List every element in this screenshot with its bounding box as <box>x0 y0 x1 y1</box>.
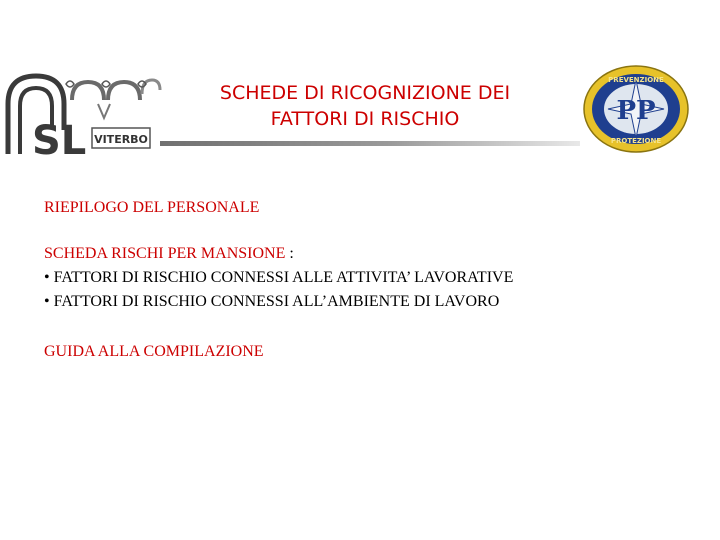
risk-sheet-heading <box>44 244 294 264</box>
logo-badge-text: VITERBO <box>94 133 148 146</box>
page-title <box>160 80 570 132</box>
prevenzione-protezione-logo <box>582 64 690 154</box>
bullet-work-environment: • FATTORI DI RISCHIO CONNESSI ALL’AMBIENTE DI LAVORO <box>44 293 500 310</box>
title-line-2: FATTORI DI RISCHIO <box>270 108 460 130</box>
title-line-1: SCHEDE DI RICOGNIZIONE DEI <box>219 82 511 104</box>
risk-sheet-link[interactable]: SCHEDA RISCHI PER MANSIONE <box>44 245 286 262</box>
summary-link[interactable]: RIEPILOGO DEL PERSONALE <box>44 199 260 216</box>
bullet-work-activities: • FATTORI DI RISCHIO CONNESSI ALLE ATTIVITA’ LAVORATIVE <box>44 269 514 286</box>
asl-viterbo-logo <box>2 70 162 158</box>
badge-ring-bottom: PROTEZIONE <box>610 137 662 145</box>
badge-ring-top: PREVENZIONE <box>608 76 664 84</box>
guide-link[interactable]: GUIDA ALLA COMPILAZIONE <box>44 343 264 360</box>
risk-sheet-separator: : <box>285 245 294 262</box>
badge-initials: PP <box>616 96 656 126</box>
logo-letters: SL <box>32 118 87 158</box>
title-underline <box>160 141 580 146</box>
